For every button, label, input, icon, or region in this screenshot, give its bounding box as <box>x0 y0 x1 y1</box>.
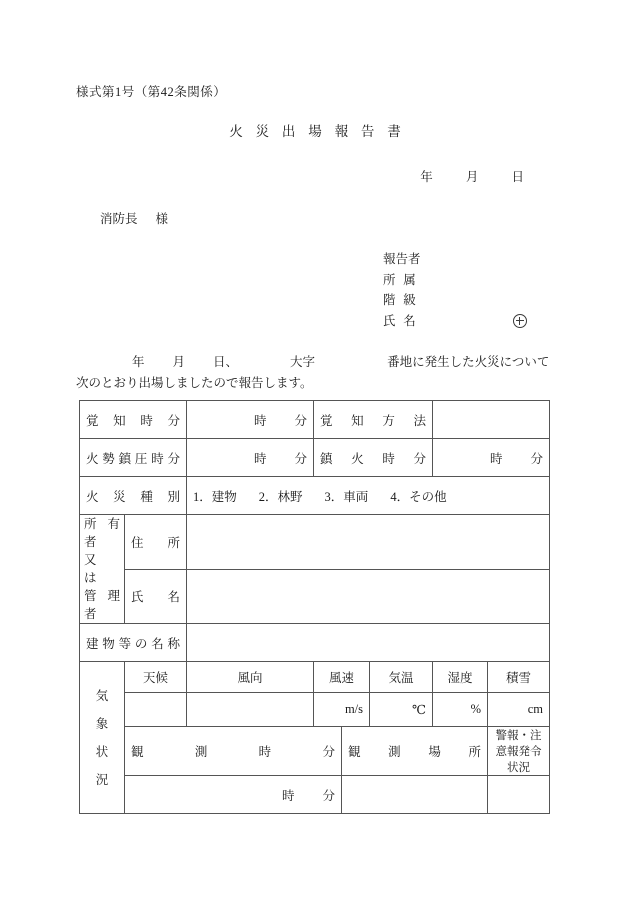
seal-icon <box>513 312 527 333</box>
owner-name-value-cell[interactable] <box>187 569 550 624</box>
narrative-year: 年 <box>132 355 145 369</box>
suppression-time-label-cell <box>80 439 187 477</box>
reporter-heading-row <box>383 249 427 270</box>
observation-place-label: 観測場所 <box>348 745 482 759</box>
extinguish-time-label: 鎮火時分 <box>320 451 427 466</box>
narrative-day: 日、 <box>213 355 239 369</box>
addressee <box>100 209 168 227</box>
table-row-detection <box>80 401 550 439</box>
weather-value-temperature[interactable]: ℃ <box>370 693 433 727</box>
observation-time-value-cell[interactable] <box>125 776 342 814</box>
building-name-label-cell <box>80 624 187 662</box>
fire-type-options-cell[interactable] <box>187 477 550 515</box>
table-row-owner-address <box>80 515 550 570</box>
table-row-fire-type <box>80 477 550 515</box>
detection-method-label: 覚知方法 <box>320 413 427 428</box>
detection-method-label-cell <box>314 401 433 439</box>
owner-address-label-cell <box>125 515 187 570</box>
suppression-minute-unit: 分 <box>294 451 308 466</box>
table-row-weather-headers <box>80 662 550 693</box>
reporter-name-row <box>383 311 427 332</box>
fire-report-table <box>79 400 550 814</box>
reporter-affiliation-label: 所属 <box>383 272 424 287</box>
fire-type-label-cell <box>80 477 187 515</box>
weather-label-char-1: 気 <box>95 688 109 703</box>
owner-label-cell <box>80 515 125 624</box>
extinguish-minute-unit: 分 <box>530 451 544 466</box>
fire-type-option-forest[interactable]: 2．林野 <box>258 489 303 504</box>
owner-address-value-cell[interactable] <box>187 515 550 570</box>
reporter-rank-label: 階級 <box>383 293 424 307</box>
extinguish-hour-unit: 時 <box>490 451 503 466</box>
addressee-office: 消防長 <box>100 212 138 226</box>
suppression-time-value-cell[interactable] <box>187 439 314 477</box>
observation-alert-value-cell[interactable] <box>488 776 550 814</box>
reporter-affiliation-row <box>383 270 427 291</box>
owner-label-line-1: 所有者 <box>84 517 120 549</box>
weather-header-snow-depth: 積雪 <box>488 662 550 693</box>
observation-alert-label-cell: 警報・注意報発令状況 <box>488 727 550 776</box>
owner-label-line-2: 又 は <box>84 553 110 585</box>
detection-time-label: 覚知時分 <box>86 413 181 428</box>
building-name-value-cell[interactable] <box>187 624 550 662</box>
weather-value-humidity[interactable]: % <box>433 693 488 727</box>
observation-time-label: 観測時分 <box>131 745 336 759</box>
weather-header-sky: 天候 <box>125 662 187 693</box>
weather-header-humidity: 湿度 <box>433 662 488 693</box>
page-title: 火災出場報告書 <box>229 124 414 139</box>
weather-value-wind-speed[interactable]: m/s <box>314 693 370 727</box>
narrative-month: 月 <box>172 355 186 369</box>
weather-value-sky[interactable] <box>125 693 187 727</box>
owner-name-label: 氏名 <box>131 590 181 605</box>
reporter-rank-row <box>383 290 427 311</box>
extinguish-time-value-cell[interactable] <box>433 439 550 477</box>
fire-type-label: 火災種別 <box>86 489 181 504</box>
table-row-suppression <box>80 439 550 477</box>
weather-label-char-4: 況 <box>95 772 109 787</box>
weather-value-wind-direction[interactable] <box>187 693 314 727</box>
observation-place-label-cell <box>342 727 488 776</box>
narrative-oaza: 大字 <box>290 355 316 369</box>
form-number: 様式第1号（第42条関係） <box>76 85 227 99</box>
detection-hour-unit: 時 <box>253 413 267 428</box>
owner-label-line-3: 管理者 <box>84 589 120 621</box>
table-row-observation-values <box>80 776 550 814</box>
date-month-label: 月 <box>465 170 479 184</box>
table-row-weather-values <box>80 693 550 727</box>
building-name-label: 建物等の名称 <box>86 636 181 651</box>
narrative-line2: 次のとおり出場しましたので報告します。 <box>76 376 313 390</box>
observation-time-label-cell <box>125 727 342 776</box>
fire-type-option-other[interactable]: 4．その他 <box>390 489 447 504</box>
weather-header-wind-direction: 風向 <box>187 662 314 693</box>
extinguish-time-label-cell <box>314 439 433 477</box>
weather-label-char-2: 象 <box>95 716 109 731</box>
reporter-block <box>383 249 427 331</box>
observation-place-value-cell[interactable] <box>342 776 488 814</box>
addressee-honorific: 様 <box>155 212 169 226</box>
table-row-owner-name <box>80 569 550 624</box>
observation-minute-unit: 分 <box>322 788 336 803</box>
reporter-heading: 報告者 <box>383 252 421 266</box>
detection-time-value-cell[interactable] <box>187 401 314 439</box>
detection-method-value-cell[interactable] <box>433 401 550 439</box>
fire-type-option-building[interactable]: 1．建物 <box>193 489 237 504</box>
table-row-observation-headers <box>80 727 550 776</box>
narrative-text <box>76 352 556 394</box>
weather-value-snow-depth[interactable]: cm <box>488 693 550 727</box>
owner-name-label-cell <box>125 569 187 624</box>
detection-minute-unit: 分 <box>294 413 308 428</box>
date-line <box>0 167 524 185</box>
weather-vertical-label-cell <box>80 662 125 814</box>
date-year-label: 年 <box>420 170 433 184</box>
weather-header-wind-speed: 風速 <box>314 662 370 693</box>
table-row-building-name <box>80 624 550 662</box>
narrative-tail: 番地に発生した火災について <box>387 355 550 369</box>
date-day-label: 日 <box>511 170 524 184</box>
owner-address-label: 住所 <box>131 535 181 550</box>
weather-header-temperature: 気温 <box>370 662 433 693</box>
observation-hour-unit: 時 <box>281 788 295 803</box>
suppression-hour-unit: 時 <box>253 451 267 466</box>
suppression-time-label: 火勢鎮圧時分 <box>86 451 181 466</box>
weather-label-char-3: 状 <box>95 744 109 759</box>
fire-type-option-vehicle[interactable]: 3．車両 <box>324 489 369 504</box>
reporter-name-label: 氏名 <box>383 313 424 328</box>
detection-time-label-cell <box>80 401 187 439</box>
